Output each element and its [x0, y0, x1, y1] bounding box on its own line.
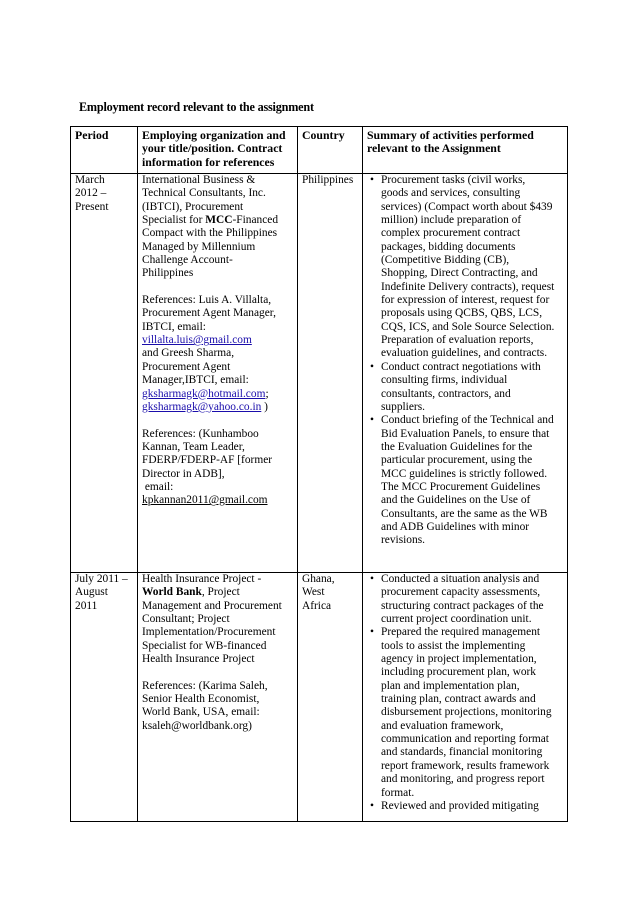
- org-line: Technical Consultants, Inc.: [142, 187, 266, 200]
- org-line: World Bank, Project: [142, 586, 240, 599]
- activity-item: • Procurement tasks (civil works, goods and services, consulting services) (Compact worth about $439 million) include preparation of complex procurement contract packages, bidding documents (Competitive Bidding (CB), Shopping, Direct Contracting, and Indefinite Delivery contracts), request for expression of interest, request for proposals using QCBS, QBS, LCS, CQS, ICS, and Sole Source Selection. Preparation of evaluation reports, evaluation guidelines, and contracts.: [381, 174, 564, 361]
- organization-cell: [138, 573, 298, 822]
- reference-line: email:: [142, 480, 174, 493]
- reference-line: and Greesh Sharma,: [142, 347, 235, 360]
- country-cell: Philippines: [298, 174, 363, 573]
- organization-cell: International Business & Technical Consultants, Inc. (IBTCI), Procurement Specialist for MCC-Financed Compact with the Philippines Managed by Millennium Challenge Account- Philippines References: Luis A. Villalta, Procurement Agent Manager, IBTCI, email: villalta.luis@gmail.com and Greesh Sharma, Procurement Agent Manager,IBTCI, email: gksharmagk@hotmail.com; gksharmagk@yahoo.co.in ) References: (Kunhamboo Kannan, Team Leader, FDERP/FDERP-AF [former Director in ADB], email: kpkannan2011@gmail.com: [138, 174, 298, 573]
- reference-line: IBTCI, email:: [142, 320, 206, 333]
- email-link[interactable]: kpkannan2011@gmail.com: [142, 494, 268, 507]
- email-link[interactable]: gksharmagk@yahoo.co.in: [142, 400, 262, 413]
- period-line: 2011: [75, 599, 98, 612]
- reference-line: FDERP/FDERP-AF [former: [142, 454, 273, 467]
- reference-line: Senior Health Economist,: [142, 693, 260, 706]
- table-row: [71, 573, 568, 822]
- org-line: Philippines: [142, 267, 194, 280]
- reference-line: ksaleh@worldbank.org): [142, 719, 252, 732]
- period-line: August: [75, 586, 108, 599]
- activity-item: • Conduct contract negotiations with consulting firms, individual consultants, contractors, and suppliers.: [381, 361, 564, 414]
- org-line: Consultant; Project: [142, 613, 230, 626]
- header-summary: Summary of activities performed relevant to the Assignment: [363, 127, 568, 174]
- employment-table: [70, 126, 568, 822]
- org-line: International Business &: [142, 174, 256, 186]
- reference-line: References: Luis A. Villalta,: [142, 294, 272, 307]
- email-link[interactable]: villalta.luis@gmail.com: [142, 334, 252, 347]
- header-country: Country: [298, 127, 363, 174]
- period-line: March: [75, 174, 105, 186]
- reference-line: Director in ADB],: [142, 467, 225, 480]
- table-row: [71, 174, 568, 573]
- header-organization: Employing organization and your title/position. Contract information for references: [138, 127, 298, 174]
- header-period: Period: [71, 127, 138, 174]
- reference-line: References: (Kunhamboo: [142, 427, 259, 440]
- org-line: (IBTCI), Procurement: [142, 200, 244, 213]
- activity-item: • Prepared the required management tools to assist the implementing agency in project implementation, including procurement plan, work plan and implementation plan, training plan, contract awards and disbursement projections, monitoring and evaluation framework, communication and reporting format and standards, financial monitoring report framework, results framework and monitoring, and progress report format.: [381, 626, 564, 799]
- country-cell: Ghana, West Africa: [298, 573, 363, 822]
- org-line: Health Insurance Project -: [142, 573, 262, 585]
- reference-line: Manager,IBTCI, email:: [142, 374, 249, 387]
- org-line: Challenge Account-: [142, 254, 233, 267]
- activity-item: • Reviewed and provided mitigating: [381, 800, 564, 813]
- period-cell: [71, 573, 138, 822]
- period-line: July 2011 –: [75, 573, 128, 585]
- section-heading: Employment record relevant to the assignment: [79, 100, 314, 114]
- summary-cell: [363, 174, 568, 573]
- reference-line: Procurement Agent Manager,: [142, 307, 276, 320]
- org-line: Management and Procurement: [142, 599, 282, 612]
- org-line: Implementation/Procurement: [142, 626, 276, 639]
- reference-line: World Bank, USA, email:: [142, 706, 260, 719]
- activity-list: [367, 174, 564, 548]
- email-link[interactable]: gksharmagk@hotmail.com: [142, 387, 266, 400]
- period-line: Present: [75, 200, 109, 213]
- org-line: Compact with the Philippines: [142, 227, 278, 240]
- reference-line: References: (Karima Saleh,: [142, 679, 268, 692]
- activity-item: • Conduct briefing of the Technical and Bid Evaluation Panels, to ensure that the Evaluation Guidelines for the particular procurement, using the MCC guidelines is strictly followed. The MCC Procurement Guidelines and the Guidelines on the Use of Consultants, are the same as the WB and ADB Guidelines with minor revisions.: [381, 414, 564, 547]
- period-cell: [71, 174, 138, 573]
- org-line: Specialist for MCC-Financed: [142, 214, 279, 227]
- activity-list: [367, 573, 564, 813]
- summary-cell: [363, 573, 568, 822]
- org-line: Health Insurance Project: [142, 653, 255, 666]
- reference-line: Kannan, Team Leader,: [142, 440, 245, 453]
- table-header-row: [71, 127, 568, 174]
- org-line: Managed by Millennium: [142, 240, 256, 253]
- period-line: 2012 –: [75, 187, 107, 200]
- org-line: Specialist for WB-financed: [142, 639, 267, 652]
- reference-line: Procurement Agent: [142, 360, 231, 373]
- activity-item: • Conducted a situation analysis and procurement capacity assessments, structuring contract packages of the current project coordination unit.: [381, 573, 564, 626]
